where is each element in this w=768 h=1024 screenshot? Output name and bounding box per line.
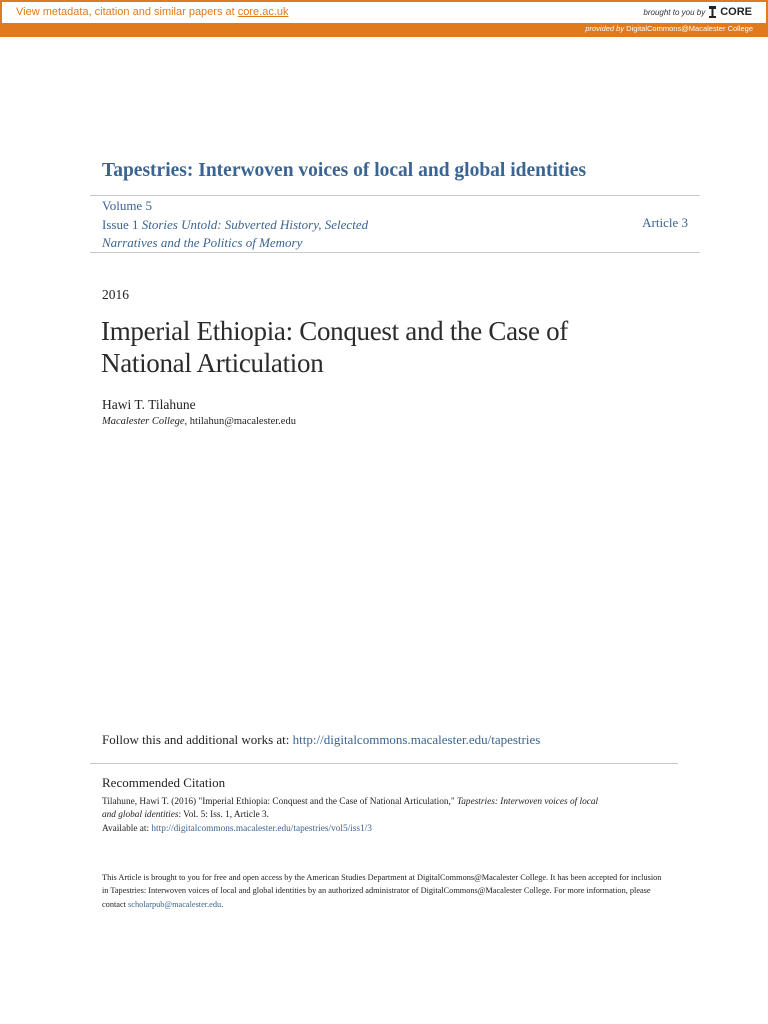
available-at-link[interactable]: http://digitalcommons.macalester.edu/tapestries/vol5/iss1/3 [151, 823, 372, 834]
issue-number: Issue 1 [102, 216, 139, 232]
notice-text: This Article is brought to you for free and open access by the American Studies Department at DigitalCommons@Macalester College. It has been accepted for inclusion in Tapestries: Interwoven voices of local and global identities by an authorized administrator of DigitalCommons@Macalester College. For more information, please contact [102, 873, 662, 909]
core-logo-text: CORE [720, 6, 752, 18]
brought-to-you-label: brought to you by [643, 7, 706, 17]
provided-by-label: provided by [585, 24, 627, 33]
citation-divider [90, 763, 678, 764]
recommended-citation-heading: Recommended Citation [102, 775, 226, 790]
paper-title: Imperial Ethiopia: Conquest and the Case of National Articulation [101, 316, 568, 378]
core-banner [0, 0, 768, 37]
core-brought-to-you[interactable] [643, 5, 752, 19]
follow-line [102, 732, 540, 748]
author-affiliation: Macalester College, htilahun@macalester.edu [102, 416, 296, 427]
citation-journal-line1: Tapestries: Interwoven voices of local [456, 797, 599, 807]
header-divider-bottom [90, 252, 700, 253]
volume-issue-block [102, 197, 368, 253]
core-banner-top [1, 1, 767, 24]
core-provided-by[interactable] [585, 24, 753, 33]
core-link-prefix: View metadata, citation and similar papers at [16, 6, 238, 18]
citation-prefix: Tilahune, Hawi T. (2016) "Imperial Ethiopia: Conquest and the Case of National Articulation," [102, 797, 457, 807]
author-name: Hawi T. Tilahune [102, 397, 196, 412]
contact-email-link[interactable]: scholarpub@macalester.edu [128, 899, 222, 909]
journal-title-link[interactable]: Tapestries: Interwoven voices of local and global identities [102, 160, 587, 181]
notice-end: . [221, 899, 224, 909]
available-at-label: Available at: [102, 823, 152, 834]
publication-year: 2016 [102, 287, 129, 302]
article-number-link[interactable]: Article 3 [642, 215, 688, 230]
citation-journal-line2: and global identities [102, 810, 179, 821]
provided-by-org: DigitalCommons@Macalester College [626, 24, 753, 33]
volume-link[interactable]: Volume 5 [102, 198, 152, 213]
author-email: htilahun@macalester.edu [189, 416, 296, 427]
affiliation-name: Macalester College [102, 416, 185, 427]
header-divider-top [90, 195, 700, 196]
core-ac-uk-link[interactable]: core.ac.uk [237, 6, 289, 18]
issue-link[interactable] [102, 216, 368, 235]
core-metadata-link [16, 6, 289, 18]
follow-label: Follow this and additional works at: [102, 732, 293, 747]
issue-title-line2[interactable]: Narratives and the Politics of Memory [102, 235, 303, 250]
open-access-notice [102, 871, 668, 911]
follow-url-link[interactable]: http://digitalcommons.macalester.edu/tapestries [292, 732, 541, 747]
issue-title-line1: Stories Untold: Subverted History, Selected [141, 216, 369, 232]
citation-suffix: : Vol. 5: Iss. 1, Article 3. [178, 810, 269, 821]
recommended-citation-text [102, 796, 658, 836]
core-logo-icon [708, 5, 717, 19]
